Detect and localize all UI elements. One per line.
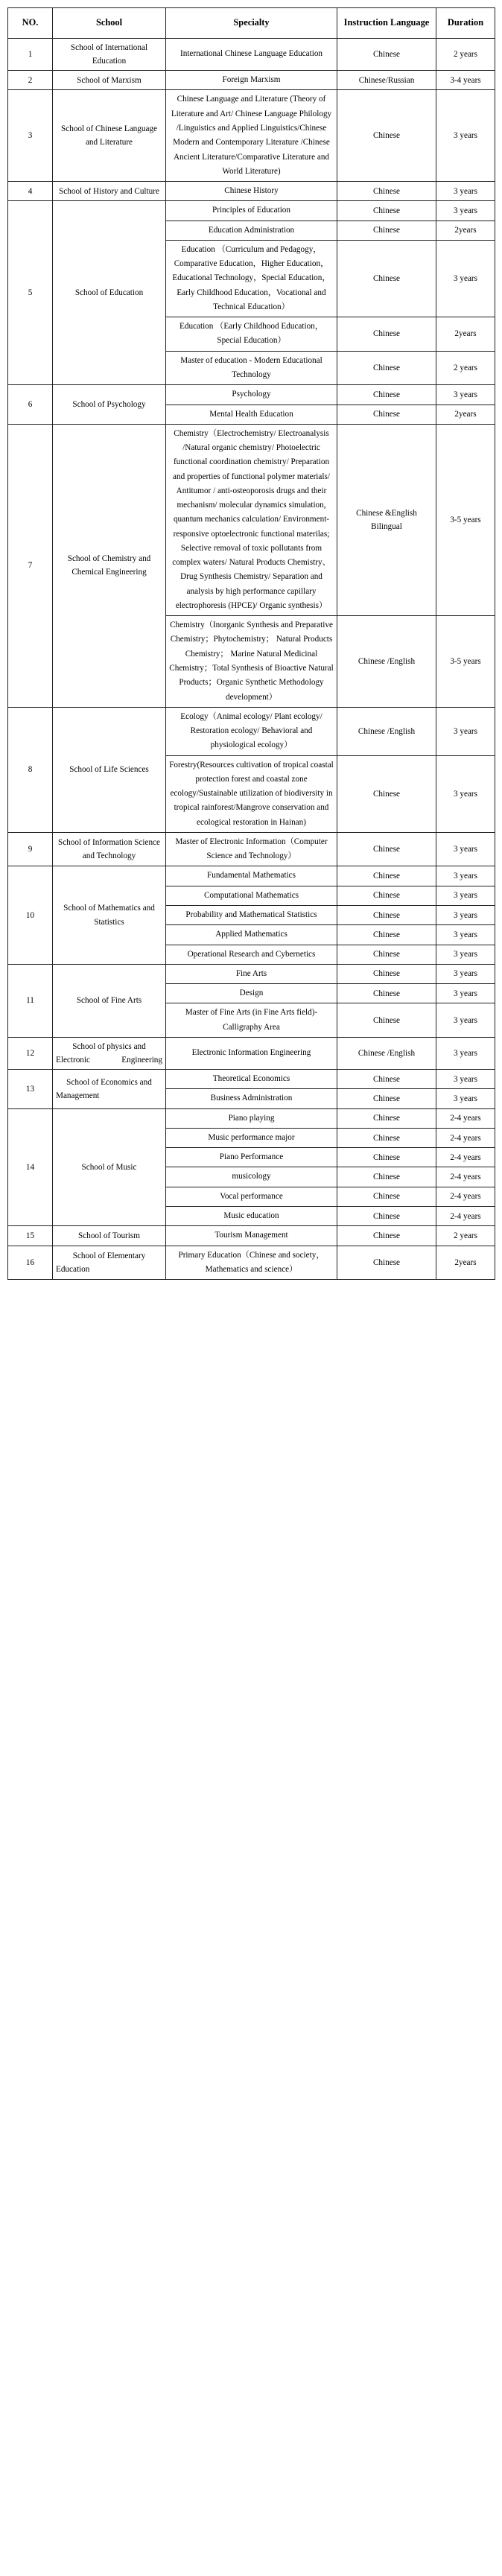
cell-language: Chinese /English bbox=[337, 707, 436, 755]
cell-specialty: Business Administration bbox=[166, 1089, 337, 1108]
cell-school: School of Psychology bbox=[53, 385, 166, 425]
cell-specialty: Chinese Language and Literature (Theory of Literature and Art/ Chinese Language Philology /Linguistics and Applied Linguistics/Chinese Modern and Contemporary Literature /Chinese Ancient Literature/Comparative Literature and World Literature) bbox=[166, 90, 337, 182]
cell-language: Chinese bbox=[337, 1003, 436, 1038]
cell-specialty: Primary Education（Chinese and society，Mathematics and science） bbox=[166, 1246, 337, 1280]
cell-specialty: Probability and Mathematical Statistics bbox=[166, 906, 337, 925]
column-header-school: School bbox=[53, 8, 166, 39]
cell-duration: 3 years bbox=[436, 984, 495, 1003]
cell-school: School of Marxism bbox=[53, 71, 166, 90]
cell-language: Chinese bbox=[337, 240, 436, 317]
table-row bbox=[8, 1108, 495, 1128]
cell-language: Chinese bbox=[337, 182, 436, 201]
cell-specialty: Music performance major bbox=[166, 1128, 337, 1147]
cell-duration: 2years bbox=[436, 1246, 495, 1280]
cell-specialty: Piano Performance bbox=[166, 1148, 337, 1167]
table-row bbox=[8, 385, 495, 405]
cell-duration: 2-4 years bbox=[436, 1167, 495, 1187]
cell-duration: 3 years bbox=[436, 886, 495, 905]
table-row bbox=[8, 964, 495, 983]
cell-no: 6 bbox=[8, 385, 53, 425]
cell-duration: 3 years bbox=[436, 1003, 495, 1038]
cell-duration: 3 years bbox=[436, 182, 495, 201]
cell-specialty: Chinese History bbox=[166, 182, 337, 201]
cell-no: 4 bbox=[8, 182, 53, 201]
cell-school: School of Elementary Education bbox=[53, 1246, 166, 1280]
cell-duration: 3 years bbox=[436, 1089, 495, 1108]
cell-duration: 3 years bbox=[436, 755, 495, 832]
cell-school: School of physics and Electronic Engineering bbox=[53, 1037, 166, 1069]
table-header-row bbox=[8, 8, 495, 39]
cell-no: 2 bbox=[8, 71, 53, 90]
cell-specialty: Foreign Marxism bbox=[166, 71, 337, 90]
cell-language: Chinese bbox=[337, 385, 436, 405]
cell-language: Chinese bbox=[337, 221, 436, 240]
cell-specialty: Master of Electronic Information（Computer Science and Technology） bbox=[166, 832, 337, 866]
cell-school: School of Education bbox=[53, 201, 166, 385]
table-row bbox=[8, 1246, 495, 1280]
cell-specialty: Ecology（Animal ecology/ Plant ecology/ Restoration ecology/ Behavioral and physiological ecology） bbox=[166, 707, 337, 755]
cell-specialty: Design bbox=[166, 984, 337, 1003]
table-row bbox=[8, 424, 495, 615]
table-body bbox=[8, 38, 495, 1279]
cell-language: Chinese bbox=[337, 964, 436, 983]
cell-duration: 3 years bbox=[436, 925, 495, 945]
cell-duration: 3-5 years bbox=[436, 616, 495, 708]
cell-school: School of Economics and Management bbox=[53, 1070, 166, 1109]
cell-language: Chinese &English Bilingual bbox=[337, 424, 436, 615]
cell-language: Chinese bbox=[337, 1226, 436, 1246]
cell-language: Chinese bbox=[337, 351, 436, 385]
cell-school: School of Information Science and Technology bbox=[53, 832, 166, 866]
cell-language: Chinese bbox=[337, 1207, 436, 1226]
table-header bbox=[8, 8, 495, 39]
specialty-catalog-table bbox=[7, 7, 495, 1280]
cell-duration: 2years bbox=[436, 221, 495, 240]
cell-duration: 3-5 years bbox=[436, 424, 495, 615]
column-header-duration: Duration bbox=[436, 8, 495, 39]
cell-duration: 2years bbox=[436, 317, 495, 352]
cell-no: 8 bbox=[8, 707, 53, 832]
cell-no: 7 bbox=[8, 424, 53, 707]
cell-specialty: Chemistry（Inorganic Synthesis and Preparative Chemistry；Phytochemistry； Natural Products Chemistry； Marine Natural Medicinal Chemistry；Total Synthesis of Bioactive Natural Products；Organic Synthetic Methodology development） bbox=[166, 616, 337, 708]
cell-duration: 2 years bbox=[436, 351, 495, 385]
cell-language: Chinese bbox=[337, 38, 436, 70]
cell-specialty: Education （Curriculum and Pedagogy，Comparative Education，Higher Education，Educational Technology，Special Education，Early Childhood Education，Vocational and Technical Education） bbox=[166, 240, 337, 317]
cell-language: Chinese bbox=[337, 1246, 436, 1280]
cell-language: Chinese bbox=[337, 201, 436, 221]
table-row bbox=[8, 1037, 495, 1069]
cell-school: School of History and Culture bbox=[53, 182, 166, 201]
cell-specialty: Piano playing bbox=[166, 1108, 337, 1128]
cell-specialty: Psychology bbox=[166, 385, 337, 405]
cell-school: School of Chemistry and Chemical Engineering bbox=[53, 424, 166, 707]
cell-language: Chinese bbox=[337, 90, 436, 182]
cell-specialty: Fine Arts bbox=[166, 964, 337, 983]
table-row bbox=[8, 1070, 495, 1089]
cell-specialty: Fundamental Mathematics bbox=[166, 866, 337, 886]
cell-duration: 3 years bbox=[436, 906, 495, 925]
cell-no: 16 bbox=[8, 1246, 53, 1280]
cell-school: School of Music bbox=[53, 1108, 166, 1226]
cell-specialty: Education Administration bbox=[166, 221, 337, 240]
document-sheet bbox=[0, 0, 502, 1287]
cell-no: 10 bbox=[8, 866, 53, 964]
cell-no: 15 bbox=[8, 1226, 53, 1246]
cell-language: Chinese bbox=[337, 1128, 436, 1147]
cell-language: Chinese /English bbox=[337, 616, 436, 708]
cell-duration: 3 years bbox=[436, 90, 495, 182]
cell-language: Chinese bbox=[337, 1148, 436, 1167]
cell-specialty: Master of Fine Arts (in Fine Arts field)- Calligraphy Area bbox=[166, 1003, 337, 1038]
cell-specialty: Chemistry（Electrochemistry/ Electroanalysis /Natural organic chemistry/ Photoelectric functional coordination chemistry/ Preparation and properties of functional polymer materials/ Antitumor / anti-osteoporosis drugs and their mechanism/ molecular dynamics simulation, quantum mechanics calculation/ Environment-responsive optoelectronic functional materilas; Selective removal of toxic pollutants from complex waters/ Natural Products Chemistry、Drug Synthesis Chemistry/ Separation and analysis by high performance capillary electrophoresis (HPCE)/ Organic synthesis） bbox=[166, 424, 337, 615]
cell-no: 13 bbox=[8, 1070, 53, 1109]
cell-specialty: Theoretical Economics bbox=[166, 1070, 337, 1089]
cell-specialty: Operational Research and Cybernetics bbox=[166, 945, 337, 964]
cell-duration: 2-4 years bbox=[436, 1207, 495, 1226]
cell-language: Chinese bbox=[337, 1167, 436, 1187]
cell-duration: 3 years bbox=[436, 945, 495, 964]
cell-no: 5 bbox=[8, 201, 53, 385]
table-row bbox=[8, 832, 495, 866]
column-header-specialty: Specialty bbox=[166, 8, 337, 39]
cell-language: Chinese bbox=[337, 1187, 436, 1206]
cell-no: 3 bbox=[8, 90, 53, 182]
cell-duration: 3-4 years bbox=[436, 71, 495, 90]
cell-language: Chinese/Russian bbox=[337, 71, 436, 90]
cell-specialty: Applied Mathematics bbox=[166, 925, 337, 945]
cell-school: School of Fine Arts bbox=[53, 964, 166, 1037]
cell-language: Chinese bbox=[337, 866, 436, 886]
column-header-language: Instruction Language bbox=[337, 8, 436, 39]
cell-duration: 2-4 years bbox=[436, 1148, 495, 1167]
cell-language: Chinese bbox=[337, 1089, 436, 1108]
cell-no: 9 bbox=[8, 832, 53, 866]
cell-language: Chinese bbox=[337, 945, 436, 964]
cell-specialty: musicology bbox=[166, 1167, 337, 1187]
cell-duration: 3 years bbox=[436, 832, 495, 866]
table-row bbox=[8, 866, 495, 886]
table-row bbox=[8, 1226, 495, 1246]
cell-school: School of Life Sciences bbox=[53, 707, 166, 832]
table-row bbox=[8, 182, 495, 201]
cell-duration: 3 years bbox=[436, 1037, 495, 1069]
cell-language: Chinese bbox=[337, 906, 436, 925]
cell-duration: 2 years bbox=[436, 38, 495, 70]
cell-duration: 3 years bbox=[436, 240, 495, 317]
cell-duration: 2-4 years bbox=[436, 1108, 495, 1128]
cell-specialty: International Chinese Language Education bbox=[166, 38, 337, 70]
cell-school: School of Mathematics and Statistics bbox=[53, 866, 166, 964]
table-row bbox=[8, 201, 495, 221]
cell-language: Chinese bbox=[337, 925, 436, 945]
cell-language: Chinese bbox=[337, 405, 436, 424]
cell-duration: 3 years bbox=[436, 385, 495, 405]
cell-specialty: Forestry(Resources cultivation of tropical coastal protection forest and coastal zone ecology/Sustainable utilization of biodiversity in tropical rainforest/Mangrove conservation and ecological restoration in Hainan) bbox=[166, 755, 337, 832]
cell-specialty: Master of education - Modern Educational Technology bbox=[166, 351, 337, 385]
cell-language: Chinese bbox=[337, 755, 436, 832]
cell-duration: 2years bbox=[436, 405, 495, 424]
cell-no: 12 bbox=[8, 1037, 53, 1069]
table-row bbox=[8, 707, 495, 755]
cell-language: Chinese bbox=[337, 886, 436, 905]
cell-school: School of International Education bbox=[53, 38, 166, 70]
cell-school: School of Tourism bbox=[53, 1226, 166, 1246]
cell-language: Chinese bbox=[337, 317, 436, 352]
cell-duration: 2-4 years bbox=[436, 1128, 495, 1147]
cell-no: 1 bbox=[8, 38, 53, 70]
cell-language: Chinese bbox=[337, 984, 436, 1003]
table-row bbox=[8, 71, 495, 90]
cell-school: School of Chinese Language and Literature bbox=[53, 90, 166, 182]
cell-specialty: Vocal performance bbox=[166, 1187, 337, 1206]
cell-specialty: Education （Early Childhood Education，Special Education） bbox=[166, 317, 337, 352]
cell-duration: 3 years bbox=[436, 1070, 495, 1089]
cell-specialty: Computational Mathematics bbox=[166, 886, 337, 905]
cell-language: Chinese bbox=[337, 1070, 436, 1089]
cell-specialty: Electronic Information Engineering bbox=[166, 1037, 337, 1069]
cell-language: Chinese /English bbox=[337, 1037, 436, 1069]
column-header-no: NO. bbox=[8, 8, 53, 39]
cell-duration: 3 years bbox=[436, 201, 495, 221]
cell-specialty: Tourism Management bbox=[166, 1226, 337, 1246]
cell-language: Chinese bbox=[337, 1108, 436, 1128]
cell-duration: 3 years bbox=[436, 707, 495, 755]
cell-specialty: Mental Health Education bbox=[166, 405, 337, 424]
cell-no: 11 bbox=[8, 964, 53, 1037]
cell-duration: 2-4 years bbox=[436, 1187, 495, 1206]
table-row bbox=[8, 90, 495, 182]
cell-language: Chinese bbox=[337, 832, 436, 866]
cell-specialty: Principles of Education bbox=[166, 201, 337, 221]
table-row bbox=[8, 38, 495, 70]
cell-no: 14 bbox=[8, 1108, 53, 1226]
cell-duration: 2 years bbox=[436, 1226, 495, 1246]
cell-specialty: Music education bbox=[166, 1207, 337, 1226]
cell-duration: 3 years bbox=[436, 964, 495, 983]
cell-duration: 3 years bbox=[436, 866, 495, 886]
